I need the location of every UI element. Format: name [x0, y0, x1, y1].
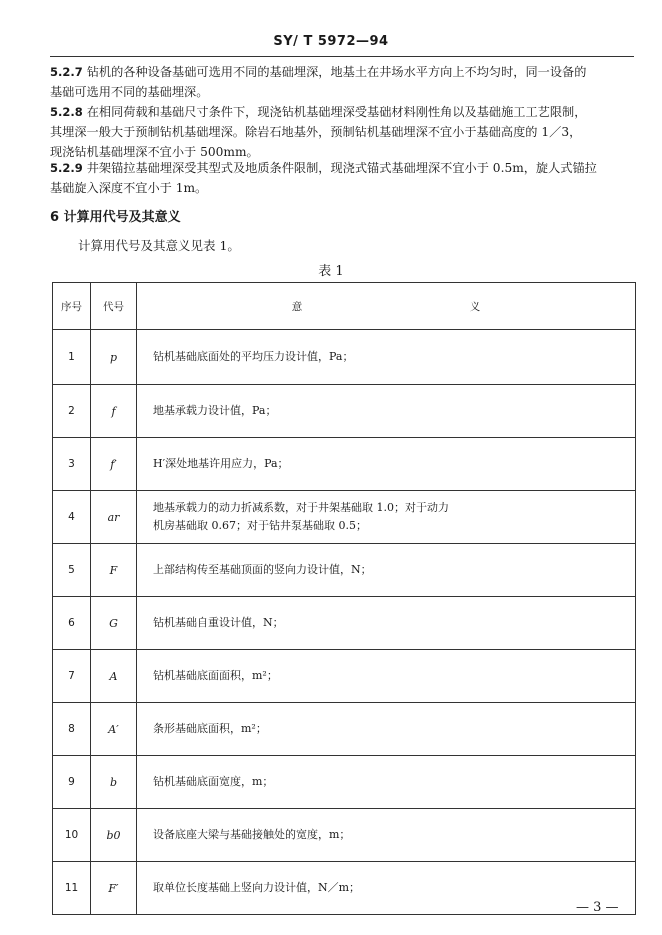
symbols-table: [52, 282, 636, 915]
table-row: [53, 703, 636, 756]
table-row: [53, 809, 636, 862]
header-meaning-right: 义: [469, 300, 481, 313]
row-index: 2: [53, 385, 91, 438]
table-row: [53, 438, 636, 491]
row-code: F′: [91, 862, 137, 915]
section-intro: 计算用代号及其意义见表 1。: [78, 238, 240, 253]
row-code: p: [91, 330, 137, 385]
row-code: b0: [91, 809, 137, 862]
row-index: 1: [53, 330, 91, 385]
header-meaning: [137, 283, 636, 330]
row-desc: H′深处地基许用应力，Pa；: [137, 438, 636, 491]
row-desc: 钻机基础底面面积，m²；: [137, 650, 636, 703]
row-index: 8: [53, 703, 91, 756]
clause-5-2-8: [50, 102, 636, 162]
row-desc: 钻机基础底面处的平均压力设计值，Pa；: [137, 330, 636, 385]
row-index: 5: [53, 544, 91, 597]
table-row: [53, 650, 636, 703]
table-row: [53, 544, 636, 597]
row-desc-line: 机房基础取 0.67；对于钻井泵基础取 0.5；: [153, 519, 367, 532]
clause-text: 基础旋入深度不宜小于 1m。: [50, 181, 208, 195]
table-row: [53, 330, 636, 385]
table-title: 表 1: [318, 264, 344, 279]
row-code: A: [91, 650, 137, 703]
header-rule: [50, 56, 634, 57]
row-code: ar: [91, 491, 137, 544]
row-desc: 取单位长度基础上竖向力设计值，N／m；: [137, 862, 636, 915]
clause-text: 钻机的各种设备基础可选用不同的基础埋深，地基土在井场水平方向上不均匀时，同一设备的: [86, 65, 587, 79]
row-index: 9: [53, 756, 91, 809]
row-index: 11: [53, 862, 91, 915]
row-desc: 上部结构传至基础顶面的竖向力设计值，N；: [137, 544, 636, 597]
row-code: F: [91, 544, 137, 597]
row-index: 10: [53, 809, 91, 862]
table-row: [53, 385, 636, 438]
clause-text: 井架锚拉基础埋深受其型式及地质条件限制，现浇式锚式基础埋深不宜小于 0.5m，旋人式锚拉: [86, 161, 597, 175]
table-row: [53, 597, 636, 650]
header-meaning-left: 意: [291, 300, 303, 313]
header-code: 代号: [91, 283, 137, 330]
row-desc: 钻机基础底面宽度，m；: [137, 756, 636, 809]
clause-number: 5.2.7: [50, 65, 83, 79]
clause-text: 现浇钻机基础埋深不宜小于 500mm。: [50, 145, 259, 159]
clause-5-2-7: [50, 62, 636, 102]
row-desc-line: 地基承载力的动力折减系数，对于井架基础取 1.0；对于动力: [153, 501, 449, 514]
row-code: A′: [91, 703, 137, 756]
row-code: f: [91, 385, 137, 438]
row-desc: 设备底座大梁与基础接触处的宽度，m；: [137, 809, 636, 862]
row-desc: 地基承载力设计值，Pa；: [137, 385, 636, 438]
clause-number: 5.2.8: [50, 105, 83, 119]
page-number: — 3 —: [576, 900, 619, 915]
table-row: [53, 491, 636, 544]
row-index: 6: [53, 597, 91, 650]
row-index: 7: [53, 650, 91, 703]
table-row: [53, 862, 636, 915]
row-code: b: [91, 756, 137, 809]
row-code: f′: [91, 438, 137, 491]
clause-5-2-9: [50, 158, 636, 198]
row-desc: [137, 491, 636, 544]
table-row: [53, 756, 636, 809]
row-code: G: [91, 597, 137, 650]
row-desc: 条形基础底面积，m²；: [137, 703, 636, 756]
clause-text: 在相同荷载和基础尺寸条件下，现浇钻机基础埋深受基础材料刚性角以及基础施工工艺限制，: [86, 105, 587, 119]
section-title: 6 计算用代号及其意义: [50, 210, 181, 225]
row-index: 3: [53, 438, 91, 491]
header-index: 序号: [53, 283, 91, 330]
standard-number: SY/ T 5972—94: [273, 34, 389, 49]
table-header-row: [53, 283, 636, 330]
clause-number: 5.2.9: [50, 161, 83, 175]
row-index: 4: [53, 491, 91, 544]
clause-text: 基础可选用不同的基础埋深。: [50, 85, 209, 99]
clause-text: 其埋深一般大于预制钻机基础埋深。除岩石地基外，预制钻机基础埋深不宜小于基础高度的 1／3，: [50, 125, 582, 139]
row-desc: 钻机基础自重设计值，N；: [137, 597, 636, 650]
